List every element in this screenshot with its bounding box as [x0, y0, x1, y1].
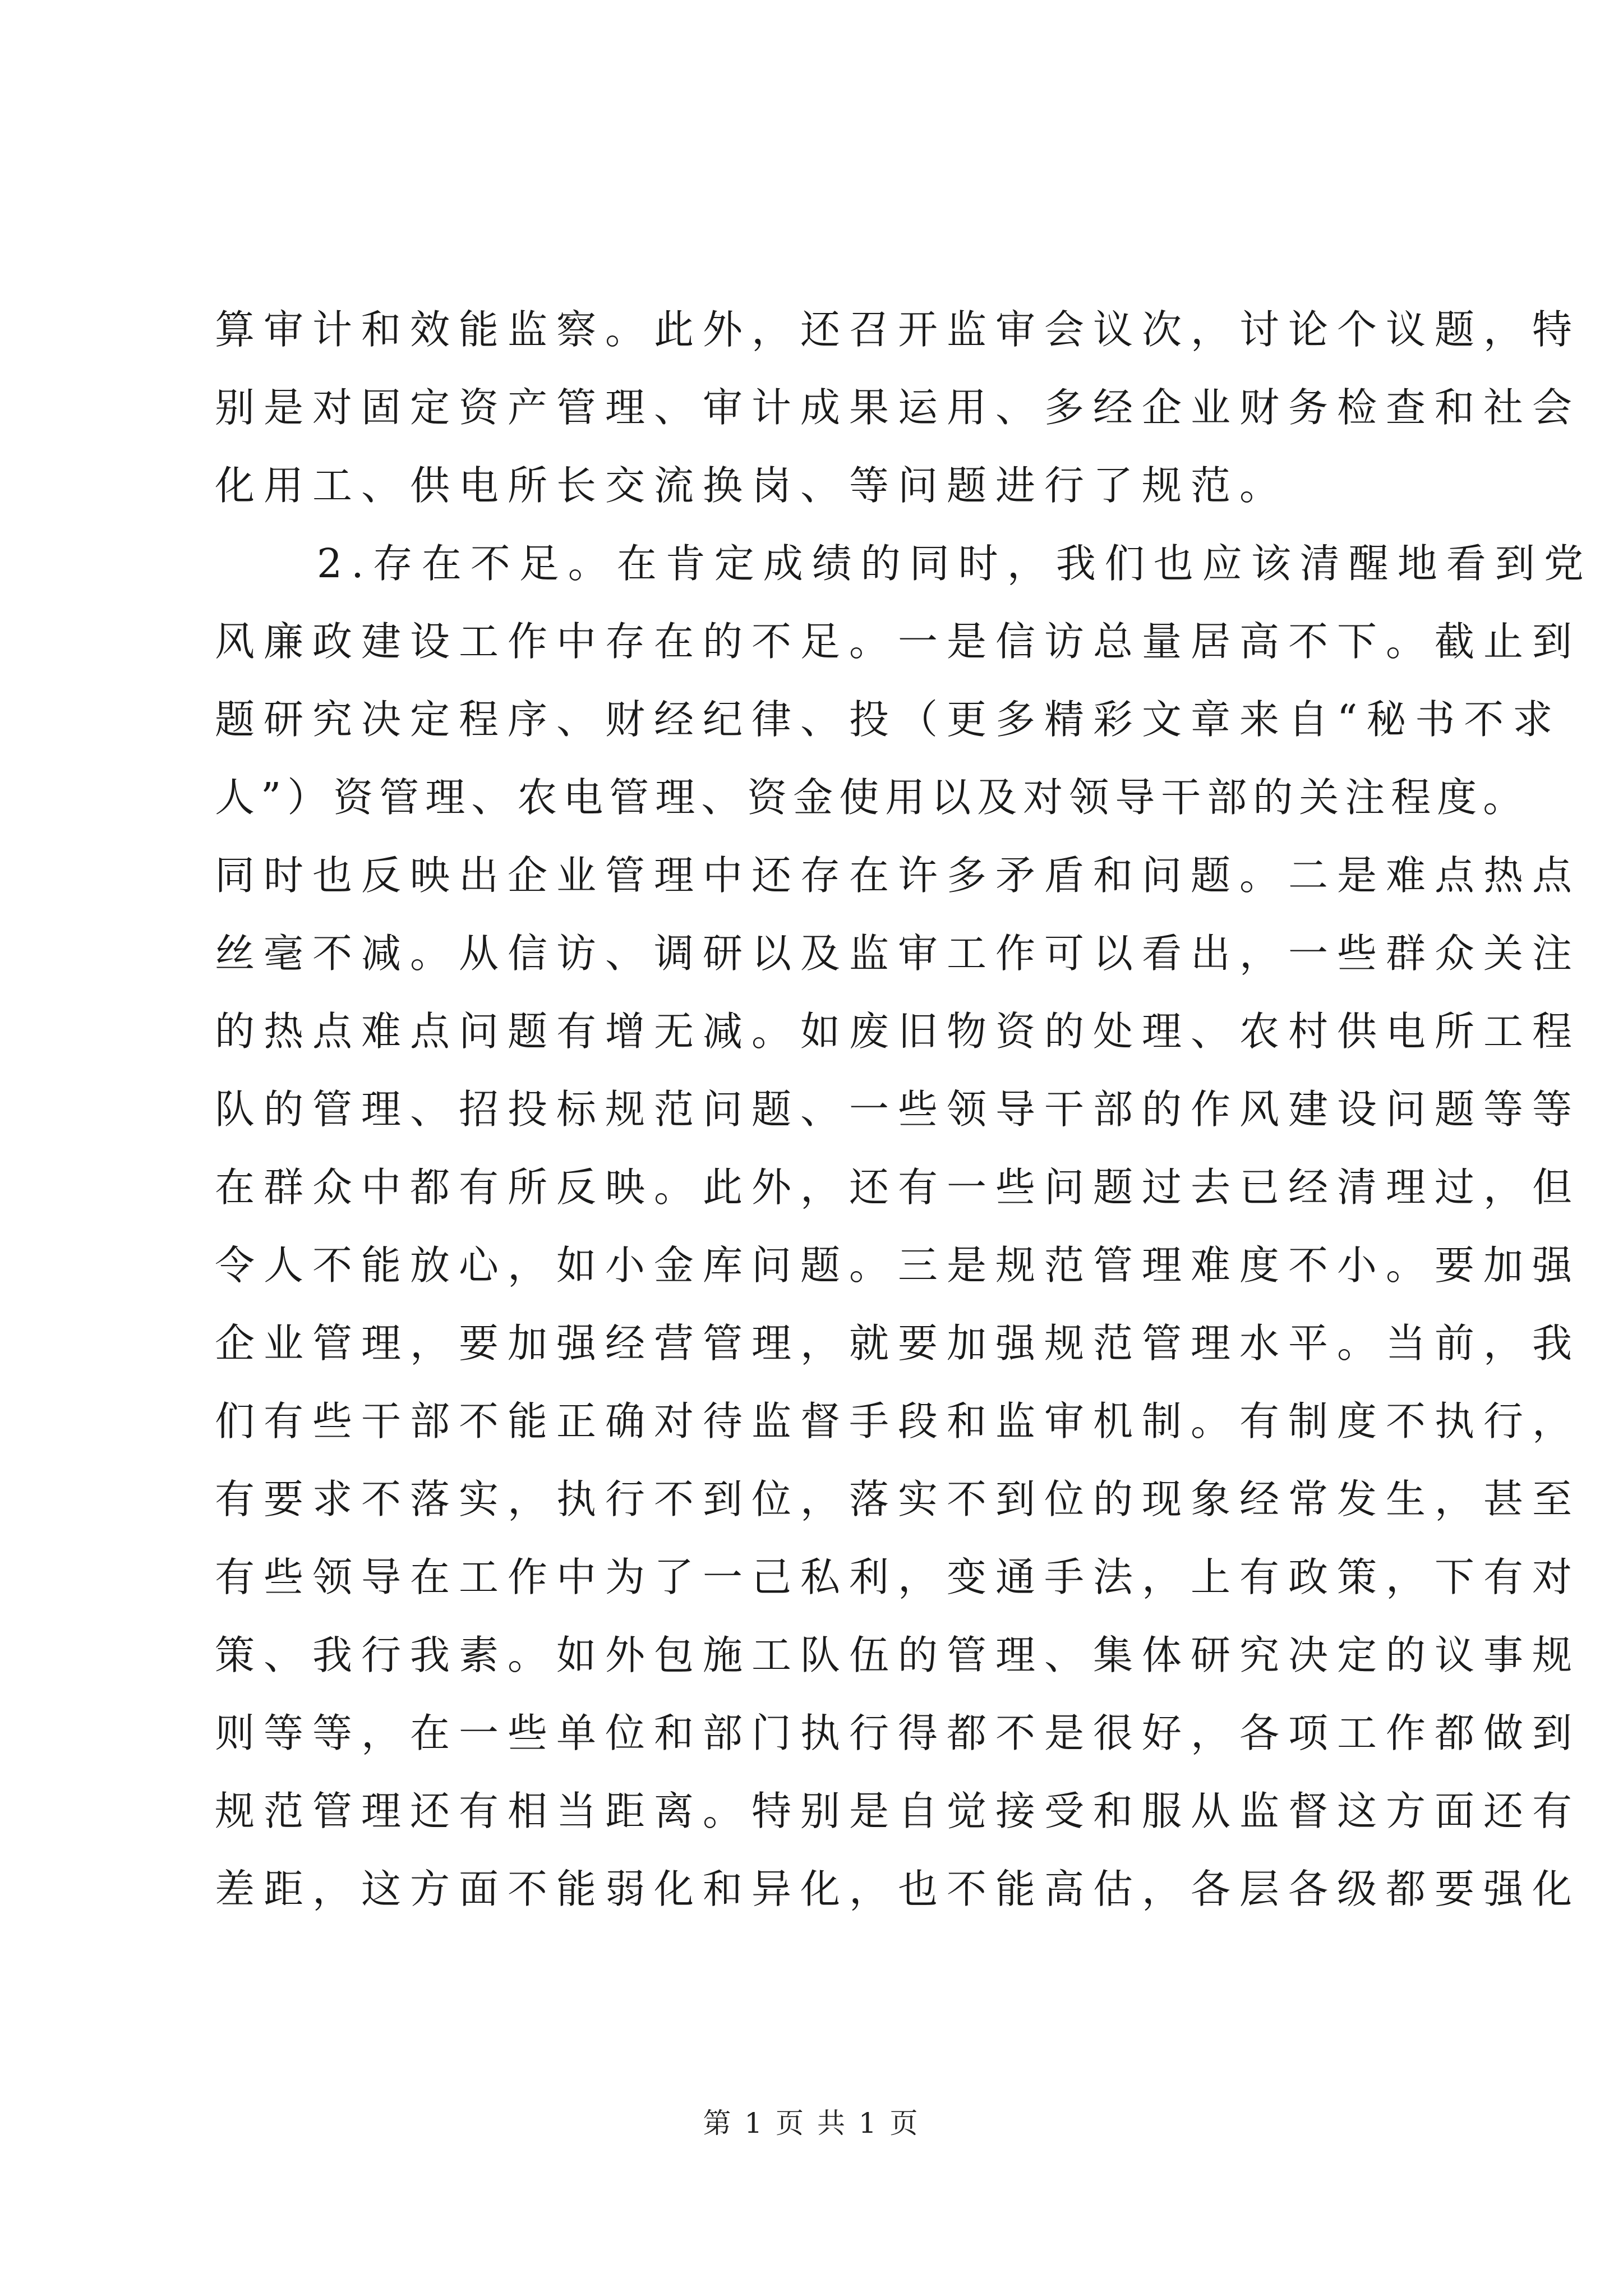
text-line: 规范管理还有相当距离。特别是自觉接受和服从监督这方面还有	[215, 1788, 1581, 1834]
page-number-footer: 第 1 页 共 1 页	[703, 2107, 920, 2139]
text-line: 有些领导在工作中为了一己私利，变通手法，上有政策，下有对	[215, 1554, 1581, 1600]
text-line: 算审计和效能监察。此外，还召开监审会议次，讨论个议题，特	[215, 306, 1581, 353]
text-line: 风廉政建设工作中存在的不足。一是信访总量居高不下。截止到	[215, 618, 1581, 665]
text-line: 策、我行我素。如外包施工队伍的管理、集体研究决定的议事规	[215, 1632, 1581, 1678]
text-line: 别是对固定资产管理、审计成果运用、多经企业财务检查和社会	[215, 384, 1581, 431]
text-line: 丝毫不减。从信访、调研以及监审工作可以看出，一些群众关注	[215, 930, 1581, 977]
text-line: 有要求不落实，执行不到位，落实不到位的现象经常发生，甚至	[215, 1476, 1581, 1522]
text-line: 化用工、供电所长交流换岗、等问题进行了规范。	[215, 462, 1289, 509]
text-line: 令人不能放心，如小金库问题。三是规范管理难度不小。要加强	[215, 1242, 1581, 1289]
body-text	[215, 291, 1593, 1928]
text-line: 的热点难点问题有增无减。如废旧物资的处理、农村供电所工程	[215, 1008, 1581, 1055]
text-line: 差距，这方面不能弱化和异化，也不能高估，各层各级都要强化	[215, 1866, 1581, 1912]
text-line: 同时也反映出企业管理中还存在许多矛盾和问题。二是难点热点	[215, 852, 1581, 899]
text-line: 人”）资管理、农电管理、资金使用以及对领导干部的关注程度。	[215, 774, 1529, 821]
text-line: 题研究决定程序、财经纪律、投（更多精彩文章来自“秘书不求	[215, 696, 1562, 743]
text-line: 们有些干部不能正确对待监督手段和监审机制。有制度不执行，	[215, 1398, 1581, 1444]
paragraph-start-line: 2.存在不足。在肯定成绩的同时，我们也应该清醒地看到党	[317, 540, 1593, 587]
text-line: 在群众中都有所反映。此外，还有一些问题过去已经清理过，但	[215, 1164, 1581, 1211]
text-line: 队的管理、招投标规范问题、一些领导干部的作风建设问题等等	[215, 1086, 1581, 1133]
text-line: 企业管理，要加强经营管理，就要加强规范管理水平。当前，我	[215, 1320, 1581, 1366]
text-line: 则等等，在一些单位和部门执行得都不是很好，各项工作都做到	[215, 1710, 1581, 1756]
